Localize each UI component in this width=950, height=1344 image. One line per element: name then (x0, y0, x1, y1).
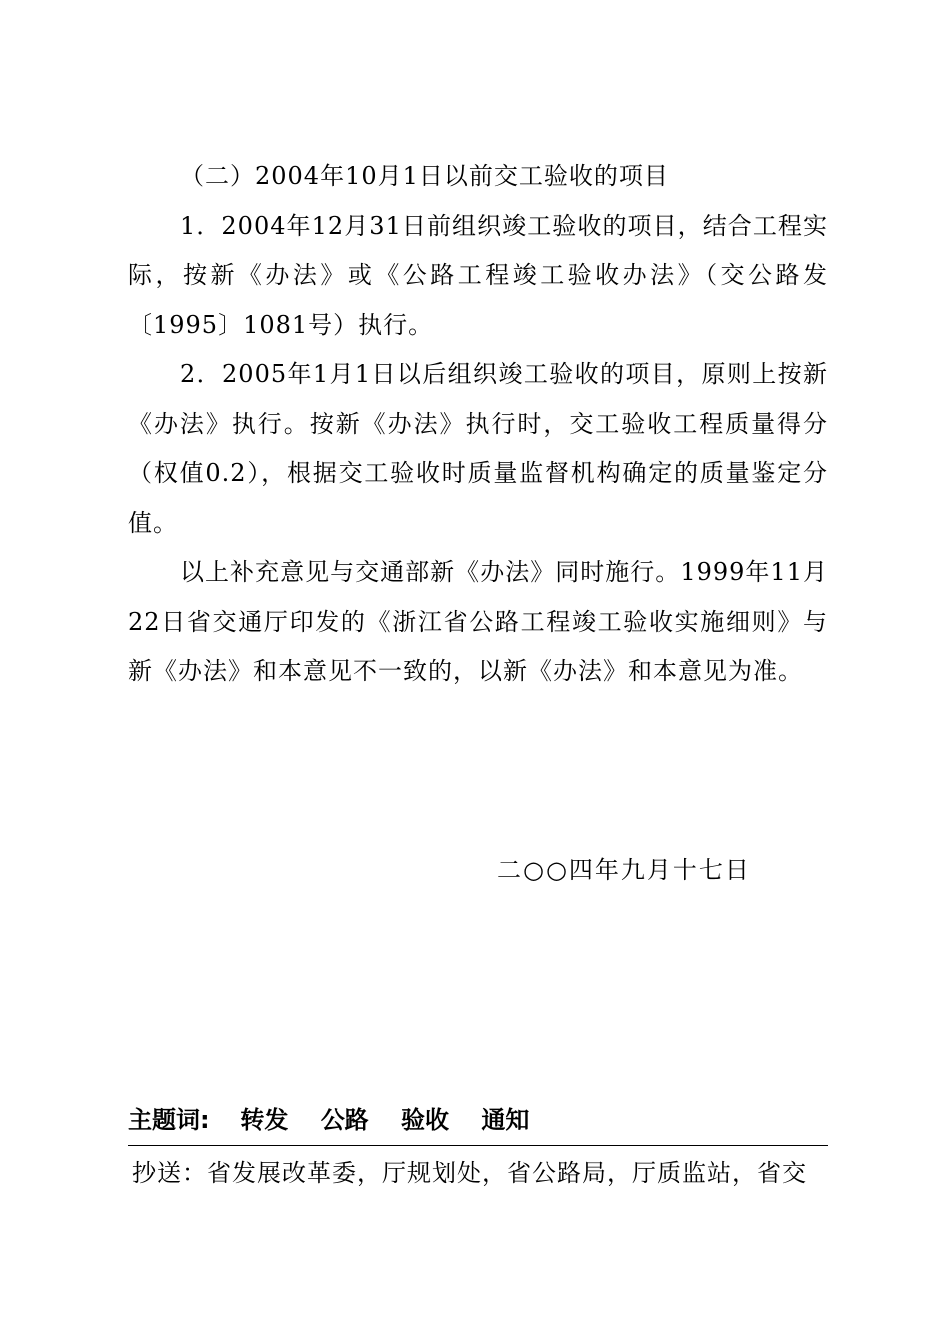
keyword-item: 公路 (320, 1106, 369, 1134)
keywords-label: 主题词: (128, 1106, 210, 1134)
keyword-item: 转发 (240, 1106, 289, 1134)
paragraph-closing: 以上补充意见与交通部新《办法》同时施行。1999年11月22日省交通厅印发的《浙江省公路工程竣工验收实施细则》与新《办法》和本意见不一致的，以新《办法》和本意见为准。 (128, 558, 828, 685)
document-date: 二○○四年九月十七日 (497, 856, 751, 884)
keyword-item: 通知 (481, 1106, 530, 1134)
paragraph-item-2: 2．2005年1月1日以后组织竣工验收的项目，原则上按新《办法》执行。按新《办法》执行时，交工验收工程质量得分（权值0.2），根据交工验收时质量监督机构确定的质量鉴定分值。 (128, 360, 828, 537)
section-heading: （二）2004年10月1日以前交工验收的项目 (180, 162, 669, 190)
paragraph-item-1: 1．2004年12月31日前组织竣工验收的项目，结合工程实际，按新《办法》或《公路工程竣工验收办法》（交公路发〔1995〕1081号）执行。 (128, 211, 828, 339)
subject-keywords (128, 1100, 828, 1140)
keywords-divider (128, 1145, 828, 1146)
document-body (128, 152, 828, 697)
keyword-item: 验收 (401, 1106, 450, 1134)
cc-distribution: 抄送：省发展改革委，厅规划处，省公路局，厅质监站，省交 (132, 1159, 807, 1187)
